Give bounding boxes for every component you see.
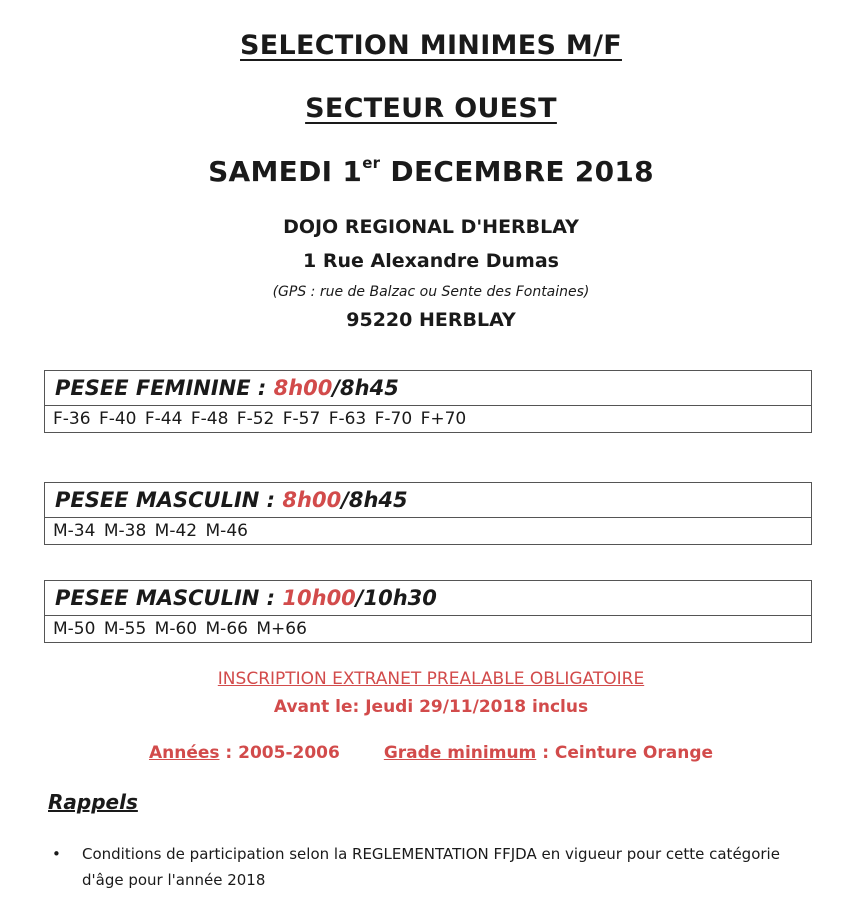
rappels-item [52,841,802,893]
venue-name: DOJO REGIONAL D'HERBLAY [283,216,579,238]
registration-deadline: Avant le: Jeudi 29/11/2018 inclus [273,697,589,717]
years-value: : 2005-2006 [219,743,340,763]
venue-street: 1 Rue Alexandre Dumas [303,250,559,272]
weighin-start: 10h00 [282,586,356,610]
weighin-box-masculin-2 [44,580,812,643]
bullet-icon: • [52,845,61,863]
weighin-label: PESEE FEMININE : [55,376,274,400]
weighin-end: /8h45 [341,488,408,512]
weighin-end: /8h45 [332,376,399,400]
date-suffix: DECEMBRE 2018 [380,155,654,188]
weighin-box-feminine [44,370,812,433]
years-label: Années [148,743,220,763]
venue-city: 95220 HERBLAY [346,309,516,331]
weighin-label: PESEE MASCULIN : [55,586,283,610]
weighin-header [45,483,811,518]
weighin-start: 8h00 [273,376,333,400]
weighin-label: PESEE MASCULIN : [55,488,283,512]
grade-value: : Ceinture Orange [536,743,714,763]
weighin-categories: F-36 F-40 F-44 F-48 F-52 F-57 F-63 F-70 F+70 [53,409,467,429]
event-date [0,155,862,188]
weighin-categories: M-50 M-55 M-60 M-66 M+66 [53,619,307,639]
weighin-header [45,371,811,406]
rappels-heading: Rappels [48,790,138,814]
weighin-header [45,581,811,616]
grade-label: Grade minimum [383,743,537,763]
date-prefix: SAMEDI 1 [208,155,363,188]
weighin-end: /10h30 [355,586,437,610]
date-ordinal: er [362,153,381,172]
weighin-start: 8h00 [282,488,342,512]
event-title: SELECTION MINIMES M/F [240,30,622,61]
weighin-categories: M-34 M-38 M-42 M-46 [53,521,248,541]
venue-gps: (GPS : rue de Balzac ou Sente des Fontaines) [272,284,590,300]
sector-title: SECTEUR OUEST [305,93,557,124]
eligibility-line [0,743,862,763]
rappels-item-text: Conditions de participation selon la REGLEMENTATION FFJDA en vigueur pour cette catégorie d'âge pour l'année 2018 [82,845,780,889]
registration-title: INSCRIPTION EXTRANET PREALABLE OBLIGATOIRE [217,669,645,689]
weighin-box-masculin-1 [44,482,812,545]
